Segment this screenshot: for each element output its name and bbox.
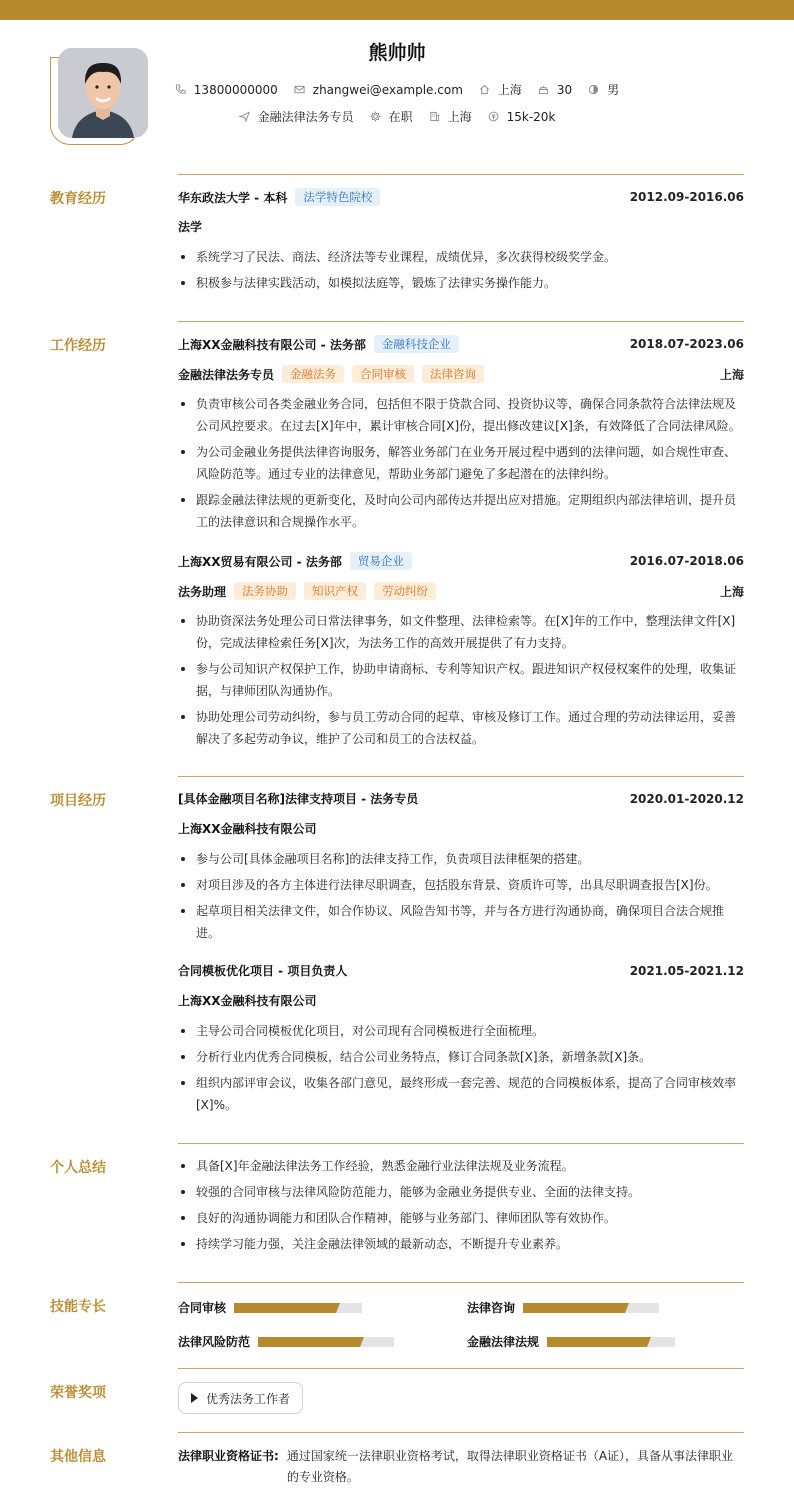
job-date: 2016.07-2018.06	[629, 554, 744, 568]
status-info	[370, 108, 413, 125]
skills-section	[50, 1282, 744, 1367]
certificate-text: 通过国家统一法律职业资格考试，取得法律职业资格证书（A证），具备从事法律职业的专业资格。	[286, 1449, 734, 1484]
job-header	[178, 335, 744, 353]
skill-item	[178, 1299, 362, 1316]
project-date: 2021.05-2021.12	[629, 963, 744, 978]
job-role-row	[178, 582, 744, 600]
age-value: 30	[556, 82, 573, 97]
age-info	[538, 83, 572, 97]
skill-tag: 法律咨询	[422, 365, 484, 383]
section-divider	[178, 1368, 744, 1369]
project-name: 合同模板优化项目 - 项目负责人	[178, 964, 348, 978]
list-item: 对项目涉及的各方主体进行法律尽职调查，包括股东背景、资质许可等，出具尽职调查报告[X]份。	[178, 874, 744, 896]
list-item: 较强的合同审核与法律风险防范能力，能够为金融业务提供专业、全面的法律支持。	[178, 1181, 744, 1203]
list-item: 具备[X]年金融法律法务工作经验，熟悉金融行业法律法规及业务流程。	[178, 1155, 744, 1177]
section-title-summary: 个人总结	[50, 1160, 106, 1176]
email-info	[294, 83, 463, 97]
honors-section	[50, 1368, 744, 1428]
section-divider	[178, 1282, 744, 1283]
skill-tag: 合同审核	[352, 365, 414, 383]
phone-info	[175, 83, 278, 97]
phone-icon	[175, 84, 186, 95]
list-item: 跟踪金融法律法规的更新变化，及时向公司内部传达并提出应对措施。定期组织内部法律培训，提升员工的法律意识和合规操作水平。	[178, 489, 744, 533]
skill-bar	[258, 1337, 394, 1347]
skill-tag: 劳动纠纷	[374, 582, 436, 600]
job-bullets	[178, 610, 744, 754]
building-icon	[429, 111, 440, 122]
list-item: 主导公司合同模板优化项目，对公司现有合同模板进行全面梳理。	[178, 1020, 744, 1042]
school-name: 华东政法大学 - 本科	[178, 190, 288, 205]
home-icon	[479, 84, 490, 95]
section-title-projects: 项目经历	[50, 793, 106, 809]
other-section	[50, 1432, 744, 1492]
skill-tag: 法务协助	[234, 582, 296, 600]
coin-icon	[488, 111, 499, 122]
phone-value: 13800000000	[193, 82, 278, 97]
company-name: 上海XX贸易有限公司 - 法务部	[178, 554, 342, 569]
job-city: 上海	[719, 584, 744, 599]
education-section	[50, 174, 744, 314]
send-icon	[239, 111, 250, 122]
other-info-row	[178, 1446, 744, 1488]
status-value: 在职	[388, 110, 413, 124]
job-intent-row	[0, 108, 794, 125]
skill-item	[178, 1333, 394, 1350]
company-name: 上海XX金融科技有限公司 - 法务部	[178, 337, 366, 352]
skill-tag: 知识产权	[304, 582, 366, 600]
play-icon	[191, 1393, 198, 1403]
project-bullets	[178, 1020, 744, 1120]
list-item: 为公司金融业务提供法律咨询服务，解答业务部门在业务开展过程中遇到的法律问题，如合规性审查、风险防范等。通过专业的法律意见，帮助业务部门避免了多起潜在的法律纠纷。	[178, 441, 744, 485]
salary-info	[488, 110, 556, 124]
cake-icon	[538, 84, 549, 95]
certificate-label: 法律职业资格证书:	[178, 1449, 279, 1463]
section-divider	[178, 776, 744, 777]
section-title-other: 其他信息	[50, 1449, 106, 1465]
position-value: 金融法律法务专员	[257, 110, 354, 124]
major: 法学	[178, 220, 203, 234]
skill-bar-fill	[234, 1303, 336, 1313]
education-date: 2012.09-2016.06	[629, 190, 744, 204]
honor-label: 优秀法务工作者	[206, 1391, 291, 1406]
list-item: 参与公司知识产权保护工作，协助申请商标、专利等知识产权。跟进知识产权侵权案件的处理，收集证据，与律师团队沟通协作。	[178, 658, 744, 702]
salary-value: 15k-20k	[506, 109, 556, 124]
skill-bar-fill	[547, 1337, 647, 1347]
company-tag: 贸易企业	[350, 552, 412, 570]
location-info	[479, 81, 522, 98]
project-header	[178, 962, 744, 979]
list-item: 分析行业内优秀合同模板，结合公司业务特点，修订合同条款[X]条，新增条款[X]条。	[178, 1046, 744, 1068]
gender-icon	[588, 84, 599, 95]
job-header	[178, 552, 744, 570]
gender-info	[588, 81, 619, 98]
list-item: 负责审核公司各类金融业务合同，包括但不限于贷款合同、投资协议等，确保合同条款符合法律法规及公司风控要求。在过去[X]年中，累计审核合同[X]份，提出修改建议[X]条，有效降低了合同法律风险。	[178, 393, 744, 437]
section-divider	[178, 321, 744, 322]
honor-item[interactable]	[178, 1382, 303, 1414]
gender-value: 男	[607, 83, 620, 97]
contact-row	[0, 81, 794, 98]
position-info	[239, 108, 354, 125]
list-item: 积极参与法律实践活动，如模拟法庭等，锻炼了法律实务操作能力。	[178, 272, 744, 294]
skill-tag: 金融法务	[282, 365, 344, 383]
project-name: [具体金融项目名称]法律支持项目 - 法务专员	[178, 792, 419, 806]
skill-bar-fill	[258, 1337, 360, 1347]
project-company: 上海XX金融科技有限公司	[178, 994, 317, 1008]
list-item: 良好的沟通协调能力和团队合作精神，能够与业务部门、律师团队等有效协作。	[178, 1207, 744, 1229]
city-value: 上海	[447, 110, 472, 124]
project-company: 上海XX金融科技有限公司	[178, 822, 317, 836]
skill-bar-fill	[523, 1303, 625, 1313]
section-divider	[178, 174, 744, 175]
section-title-work: 工作经历	[50, 338, 106, 354]
summary-bullets	[178, 1155, 744, 1259]
skill-name: 合同审核	[178, 1301, 227, 1315]
list-item: 起草项目相关法律文件，如合作协议、风险告知书等，并与各方进行沟通协商，确保项目合法合规推进。	[178, 900, 744, 944]
skill-item	[467, 1299, 659, 1316]
list-item: 参与公司[具体金融项目名称]的法律支持工作，负责项目法律框架的搭建。	[178, 848, 744, 870]
job-bullets	[178, 393, 744, 537]
list-item: 协助资深法务处理公司日常法律事务，如文件整理、法律检索等。在[X]年的工作中，整理法律文件[X]份，完成法律检索任务[X]次，为法务工作的高效开展提供了有力支持。	[178, 610, 744, 654]
email-value: zhangwei@example.com	[312, 82, 463, 97]
section-divider	[178, 1143, 744, 1144]
projects-section	[50, 776, 744, 1138]
candidate-name: 熊帅帅	[368, 42, 426, 64]
skill-bar	[523, 1303, 659, 1313]
job-role-row	[178, 365, 744, 383]
city-info	[429, 108, 472, 125]
job-date: 2018.07-2023.06	[629, 337, 744, 351]
education-bullets	[178, 246, 744, 298]
skill-name: 法律风险防范	[178, 1335, 251, 1349]
section-title-skills: 技能专长	[50, 1299, 106, 1315]
section-divider	[178, 1432, 744, 1433]
work-section	[50, 321, 744, 771]
skill-bar	[234, 1303, 362, 1313]
list-item: 组织内部评审会议，收集各部门意见，最终形成一套完善、规范的合同模板体系，提高了合同审核效率[X]%。	[178, 1072, 744, 1116]
skill-name: 金融法律法规	[467, 1335, 540, 1349]
settings-icon	[370, 111, 381, 122]
mail-icon	[294, 84, 305, 95]
project-bullets	[178, 848, 744, 948]
list-item: 系统学习了民法、商法、经济法等专业课程，成绩优异，多次获得校级奖学金。	[178, 246, 744, 268]
project-header	[178, 790, 744, 807]
summary-section	[50, 1143, 744, 1278]
job-role: 法务助理	[178, 584, 227, 599]
section-title-education: 教育经历	[50, 191, 106, 207]
location-value: 上海	[497, 83, 522, 97]
skill-name: 法律咨询	[467, 1301, 516, 1315]
job-role: 金融法律法务专员	[178, 367, 275, 382]
section-title-honors: 荣誉奖项	[50, 1385, 106, 1401]
top-accent-bar	[0, 0, 794, 20]
school-tag: 法学特色院校	[295, 188, 380, 206]
project-date: 2020.01-2020.12	[629, 791, 744, 806]
list-item: 协助处理公司劳动纠纷，参与员工劳动合同的起草、审核及修订工作。通过合理的劳动法律运用，妥善解决了多起劳动争议，维护了公司和员工的合法权益。	[178, 706, 744, 750]
skill-item	[467, 1333, 675, 1350]
job-city: 上海	[719, 367, 744, 382]
company-tag: 金融科技企业	[374, 335, 459, 353]
list-item: 持续学习能力强，关注金融法律领域的最新动态，不断提升专业素养。	[178, 1233, 744, 1255]
skill-bar	[547, 1337, 675, 1347]
